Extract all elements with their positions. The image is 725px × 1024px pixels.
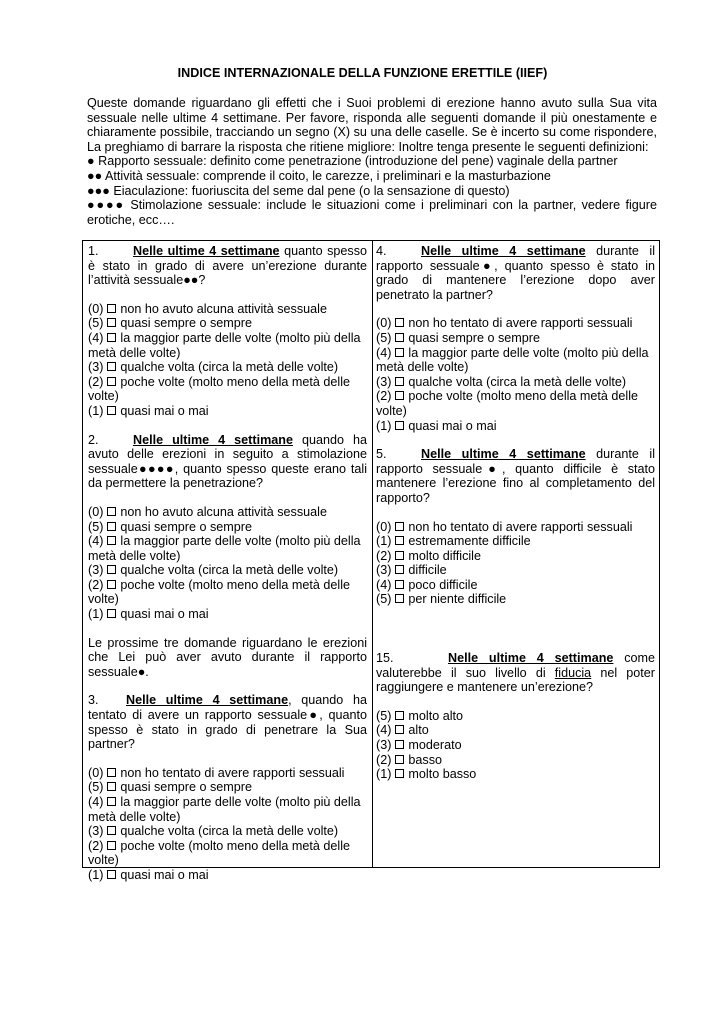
option: (5) per niente difficile: [376, 592, 507, 607]
options-question-4: [376, 316, 655, 433]
option: (0) non ho avuto alcuna attività sessuale: [88, 504, 327, 519]
checkbox[interactable]: [395, 333, 404, 342]
option: (1) estremamente difficile: [376, 534, 531, 549]
checkbox[interactable]: [395, 594, 404, 603]
option: (4) la maggior parte delle volte (molto più della metà delle volte): [88, 534, 361, 563]
checkbox[interactable]: [395, 565, 404, 574]
checkbox[interactable]: [107, 580, 116, 589]
section-note: Le prossime tre domande riguardano le erezioni che Lei può aver avuto durante il rapporto sessuale●.: [88, 635, 367, 679]
option: (4) la maggior parte delle volte (molto più della metà delle volte): [88, 330, 361, 360]
checkbox[interactable]: [395, 580, 404, 589]
question-lead: Nelle ultime 4 settimane: [421, 244, 586, 258]
checkbox[interactable]: [107, 782, 116, 791]
option: (1) quasi mai o mai: [88, 867, 209, 882]
intro-text: Queste domande riguardano gli effetti che i Suoi problemi di erezione hanno avuto sulla Sua vita sessuale nelle ultime 4 settimane. Per favore, risponda alle seguenti domande il più onestamente e chiaramente possibile, tracciando un segno (X) su una delle caselle. Se è incerto su come rispondere, La preghiamo di barrare la risposta che ritiene migliore: Inoltre tenga presente le seguenti definizioni:: [87, 96, 657, 154]
option: (5) quasi sempre o sempre: [88, 519, 253, 534]
question-number: 5.: [376, 447, 387, 462]
definition-item: ● Rapporto sessuale: definito come penetrazione (introduzione del pene) vaginale della partner: [87, 154, 618, 169]
page-title: INDICE INTERNAZIONALE DELLA FUNZIONE ERETTILE (IIEF): [177, 66, 548, 80]
checkbox[interactable]: [107, 826, 116, 835]
option: (3) difficile: [376, 563, 447, 578]
question-number: 3.: [88, 693, 99, 708]
question-4: [376, 244, 655, 302]
question-text: quando ha avuto delle erezioni in seguito a stimolazione sessuale●●●●, quanto spesso queste erano tali da permettere la penetrazione?: [88, 432, 368, 491]
option: (2) poche volte (molto meno della metà delle volte): [88, 577, 351, 607]
option: (0) non ho tentato di avere rapporti sessuali: [376, 519, 633, 534]
checkbox[interactable]: [395, 536, 404, 545]
option: (0) non ho tentato di avere rapporti sessuali: [376, 316, 633, 331]
option: (2) poche volte (molto meno della metà delle volte): [88, 374, 351, 404]
question-number: 4.: [376, 244, 387, 258]
option: (5) molto alto: [376, 708, 464, 723]
option: (0) non ho tentato di avere rapporti sessuali: [88, 765, 345, 780]
option: (1) quasi mai o mai: [88, 607, 209, 622]
checkbox[interactable]: [107, 362, 116, 371]
checkbox[interactable]: [395, 421, 404, 430]
intro-section: [87, 96, 657, 227]
question-number: 1.: [88, 244, 99, 258]
checkbox[interactable]: [395, 725, 404, 734]
option: (5) quasi sempre o sempre: [376, 330, 541, 345]
column-divider: [372, 241, 373, 867]
option: (2) poche volte (molto meno della metà delle volte): [376, 389, 639, 418]
question-text: quanto spesso è stato in grado di avere un’erezione durante l’attività sessuale●●?: [88, 244, 368, 288]
question-text: , quando ha tentato di avere un rapporto sessuale●, quanto spesso è stato in grado di penetrare la Sua partner?: [88, 693, 368, 752]
checkbox[interactable]: [107, 870, 116, 879]
definition-item: ●●●● Stimolazione sessuale: include le situazioni come i preliminari con la partner, vedere figure erotiche, ecc….: [87, 198, 657, 227]
checkbox[interactable]: [107, 333, 116, 342]
checkbox[interactable]: [107, 797, 116, 806]
option: (2) poche volte (molto meno della metà delle volte): [88, 838, 351, 868]
option: (3) qualche volta (circa la metà delle volte): [88, 563, 339, 578]
question-1: [88, 244, 367, 288]
options-question-1: [88, 302, 367, 419]
question-lead: Nelle ultime 4 settimane: [133, 244, 280, 258]
question-5: [376, 447, 655, 505]
option: (1) molto basso: [376, 767, 477, 782]
checkbox[interactable]: [107, 318, 116, 327]
option: (2) molto difficile: [376, 548, 481, 563]
question-text: nel poter raggiungere e mantenere un’erezione?: [376, 665, 655, 695]
question-lead: Nelle ultime 4 settimane: [421, 447, 586, 462]
question-text: durante il rapporto sessuale●, quanto difficile è stato mantenere l’erezione fino al completamento del rapporto?: [376, 447, 655, 505]
definition-item: ●●● Eiaculazione: fuoriuscita del seme dal pene (o la sensazione di questo): [87, 183, 510, 198]
checkbox[interactable]: [395, 711, 404, 720]
question-text: durante il rapporto sessuale●, quanto spesso è stato in grado di mantenere l’erezione dopo aver penetrato la partner?: [376, 244, 655, 302]
checkbox[interactable]: [395, 769, 404, 778]
checkbox[interactable]: [107, 507, 116, 516]
checkbox[interactable]: [395, 522, 404, 531]
option: (4) la maggior parte delle volte (molto più della metà delle volte): [88, 795, 361, 824]
checkbox[interactable]: [395, 348, 404, 357]
checkbox[interactable]: [395, 377, 404, 386]
checkbox[interactable]: [107, 377, 116, 386]
checkbox[interactable]: [107, 565, 116, 574]
checkbox[interactable]: [395, 755, 404, 764]
question-number: 15.: [376, 651, 394, 666]
option: (5) quasi sempre o sempre: [88, 780, 253, 795]
right-column: [376, 244, 655, 782]
question-3: [88, 693, 367, 751]
checkbox[interactable]: [395, 551, 404, 560]
question-number: 2.: [88, 432, 99, 447]
options-question-5: [376, 520, 655, 608]
option: (3) qualche volta (circa la metà delle volte): [376, 374, 627, 389]
option: (4) alto: [376, 723, 429, 738]
checkbox[interactable]: [395, 391, 404, 400]
checkbox[interactable]: [395, 318, 404, 327]
option: (1) quasi mai o mai: [88, 403, 209, 418]
options-question-2: [88, 505, 367, 622]
option: (4) la maggior parte delle volte (molto più della metà delle volte): [376, 345, 649, 375]
checkbox[interactable]: [107, 841, 116, 850]
question-text: come valuterebbe il suo livello di: [376, 651, 656, 680]
checkbox[interactable]: [107, 406, 116, 415]
question-lead: Nelle ultime 4 settimane: [126, 693, 289, 708]
option: (2) basso: [376, 752, 443, 767]
option: (5) quasi sempre o sempre: [88, 316, 253, 331]
checkbox[interactable]: [107, 768, 116, 777]
option: (1) quasi mai o mai: [376, 418, 497, 433]
question-lead: Nelle ultime 4 settimane: [448, 651, 614, 666]
checkbox[interactable]: [395, 740, 404, 749]
option: (3) moderato: [376, 738, 462, 753]
question-lead: Nelle ultime 4 settimane: [133, 432, 293, 447]
checkbox[interactable]: [107, 304, 116, 313]
option: (3) qualche volta (circa la metà delle volte): [88, 824, 339, 839]
option: (3) qualche volta (circa la metà delle volte): [88, 360, 339, 375]
question-2: [88, 433, 367, 491]
checkbox[interactable]: [107, 536, 116, 545]
checkbox[interactable]: [107, 609, 116, 618]
option: (4) poco difficile: [376, 577, 478, 592]
options-question-15: [376, 709, 655, 782]
questionnaire-table: [82, 240, 660, 882]
question-text-underlined: fiducia: [554, 665, 592, 680]
checkbox[interactable]: [107, 522, 116, 531]
definition-item: ●● Attività sessuale: comprende il coito, le carezze, i preliminari e la masturbazione: [87, 168, 551, 183]
left-column: [88, 244, 367, 883]
option: (0) non ho avuto alcuna attività sessuale: [88, 301, 327, 316]
question-15: [376, 651, 655, 695]
options-question-3: [88, 766, 367, 883]
